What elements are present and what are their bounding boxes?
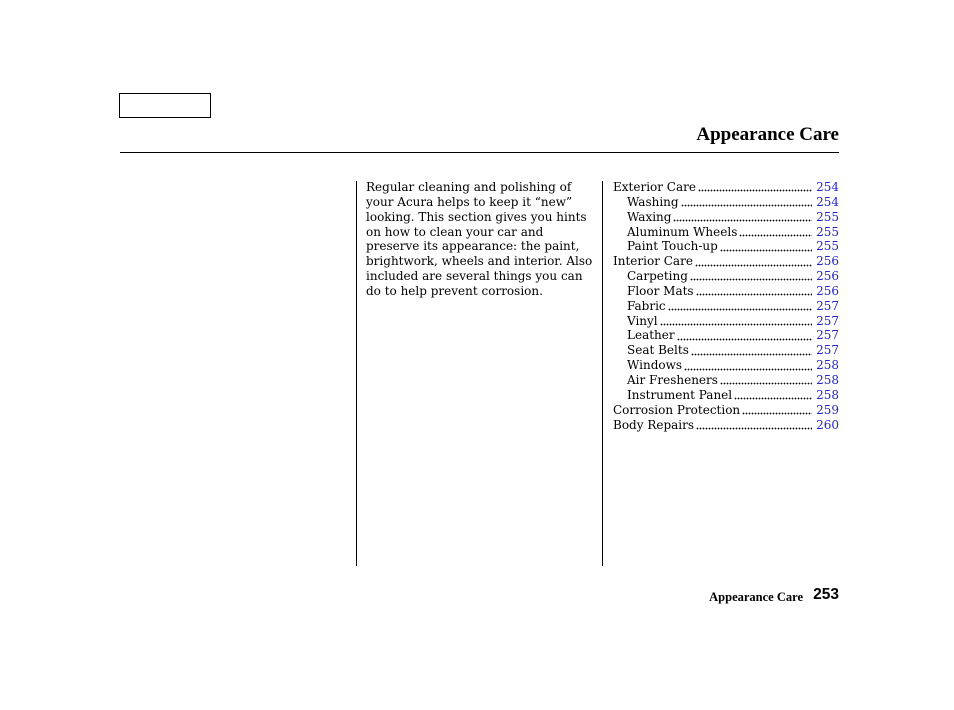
- toc-page-number[interactable]: 259: [816, 402, 839, 417]
- toc-page-number[interactable]: 255: [816, 209, 839, 224]
- toc-entry-label: Fabric: [627, 298, 666, 313]
- toc-page-number[interactable]: 255: [816, 224, 839, 239]
- toc-page-number[interactable]: 256: [816, 283, 839, 298]
- toc-entry-air-fresheners[interactable]: [613, 373, 839, 388]
- toc-page-number[interactable]: 258: [816, 372, 839, 387]
- toc-leader: [720, 239, 812, 254]
- toc-page-number[interactable]: 258: [816, 387, 839, 402]
- toc-leader: [681, 195, 813, 210]
- toc-page-number[interactable]: 257: [816, 328, 839, 343]
- toc-entry-label: Paint Touch-up: [627, 239, 718, 254]
- toc-page-number[interactable]: 257: [816, 313, 839, 328]
- toc-entry-label: Instrument Panel: [627, 387, 733, 402]
- toc-entry-fabric[interactable]: [613, 299, 839, 314]
- toc-leader: [696, 418, 812, 433]
- table-of-contents: [613, 180, 839, 432]
- footer-section-title: Appearance Care: [709, 590, 803, 604]
- toc-entry-label: Vinyl: [627, 313, 658, 328]
- toc-group-exterior-care: [613, 180, 839, 254]
- blank-nav-button[interactable]: [119, 93, 211, 118]
- toc-leader: [720, 373, 812, 388]
- toc-entry-label: Washing: [627, 194, 679, 209]
- toc-leader: [691, 343, 812, 358]
- toc-leader: [734, 388, 812, 403]
- toc-entry-instrument-panel[interactable]: [613, 388, 839, 403]
- footer-page-number: 253: [813, 586, 839, 603]
- toc-leader: [690, 269, 812, 284]
- toc-group-interior-care: [613, 254, 839, 402]
- toc-entry-label: Air Fresheners: [627, 372, 718, 387]
- toc-entry-interior-care[interactable]: [613, 254, 839, 269]
- toc-leader: [673, 210, 812, 225]
- toc-page-number[interactable]: 256: [816, 269, 839, 284]
- toc-page-number[interactable]: 258: [816, 358, 839, 373]
- toc-leader: [695, 254, 812, 269]
- toc-page-number[interactable]: 257: [816, 343, 839, 358]
- column-divider-right: [602, 181, 603, 566]
- toc-entry-label: Exterior Care: [613, 180, 696, 194]
- toc-entry-label: Body Repairs: [613, 417, 695, 432]
- page-title: Appearance Care: [696, 124, 839, 145]
- toc-page-number[interactable]: 254: [816, 194, 839, 209]
- toc-entry-windows[interactable]: [613, 358, 839, 373]
- toc-entry-label: Aluminum Wheels: [627, 224, 738, 239]
- intro-line: Regular cleaning and polishing of: [366, 180, 572, 194]
- intro-paragraph: [366, 180, 598, 299]
- toc-leader: [677, 328, 812, 343]
- toc-entry-label: Floor Mats: [627, 283, 694, 298]
- toc-entry-label: Leather: [627, 328, 675, 343]
- intro-line: preserve its appearance: the paint,: [366, 239, 580, 254]
- toc-entry-label: Interior Care: [613, 254, 693, 269]
- toc-leader: [696, 284, 813, 299]
- toc-entry-label: Waxing: [627, 209, 672, 224]
- column-divider-left: [356, 181, 357, 566]
- intro-line: included are several things you can: [366, 269, 583, 284]
- toc-entry-label: Corrosion Protection: [613, 402, 741, 417]
- intro-line: your Acura helps to keep it “new”: [366, 194, 573, 209]
- intro-line: looking. This section gives you hints: [366, 209, 587, 224]
- toc-page-number[interactable]: 254: [816, 180, 839, 194]
- toc-entry-carpeting[interactable]: [613, 269, 839, 284]
- toc-entry-corrosion-protection[interactable]: [613, 403, 839, 418]
- toc-entry-label: Seat Belts: [627, 343, 689, 358]
- toc-page-number[interactable]: 260: [816, 417, 839, 432]
- toc-entry-body-repairs[interactable]: [613, 418, 839, 433]
- toc-entry-seat-belts[interactable]: [613, 343, 839, 358]
- toc-entry-waxing[interactable]: [613, 210, 839, 225]
- toc-page-number[interactable]: 255: [816, 239, 839, 254]
- header-rule: [120, 152, 839, 153]
- intro-line: do to help prevent corrosion.: [366, 283, 543, 298]
- intro-line: on how to clean your car and: [366, 224, 544, 239]
- toc-leader: [739, 225, 812, 240]
- toc-entry-aluminum-wheels[interactable]: [613, 225, 839, 240]
- toc-page-number[interactable]: 256: [816, 254, 839, 269]
- toc-entry-leather[interactable]: [613, 328, 839, 343]
- toc-page-number[interactable]: 257: [816, 298, 839, 313]
- toc-leader: [668, 299, 812, 314]
- intro-line: brightwork, wheels and interior. Also: [366, 254, 593, 269]
- toc-entry-exterior-care[interactable]: [613, 180, 839, 195]
- toc-leader: [684, 358, 812, 373]
- toc-entry-label: Carpeting: [627, 269, 688, 284]
- toc-entry-floor-mats[interactable]: [613, 284, 839, 299]
- toc-entry-paint-touch-up[interactable]: [613, 239, 839, 254]
- toc-entry-washing[interactable]: [613, 195, 839, 210]
- toc-leader: [742, 403, 812, 418]
- toc-leader: [698, 180, 812, 195]
- toc-entry-label: Windows: [627, 358, 683, 373]
- toc-leader: [660, 314, 812, 329]
- toc-entry-vinyl[interactable]: [613, 314, 839, 329]
